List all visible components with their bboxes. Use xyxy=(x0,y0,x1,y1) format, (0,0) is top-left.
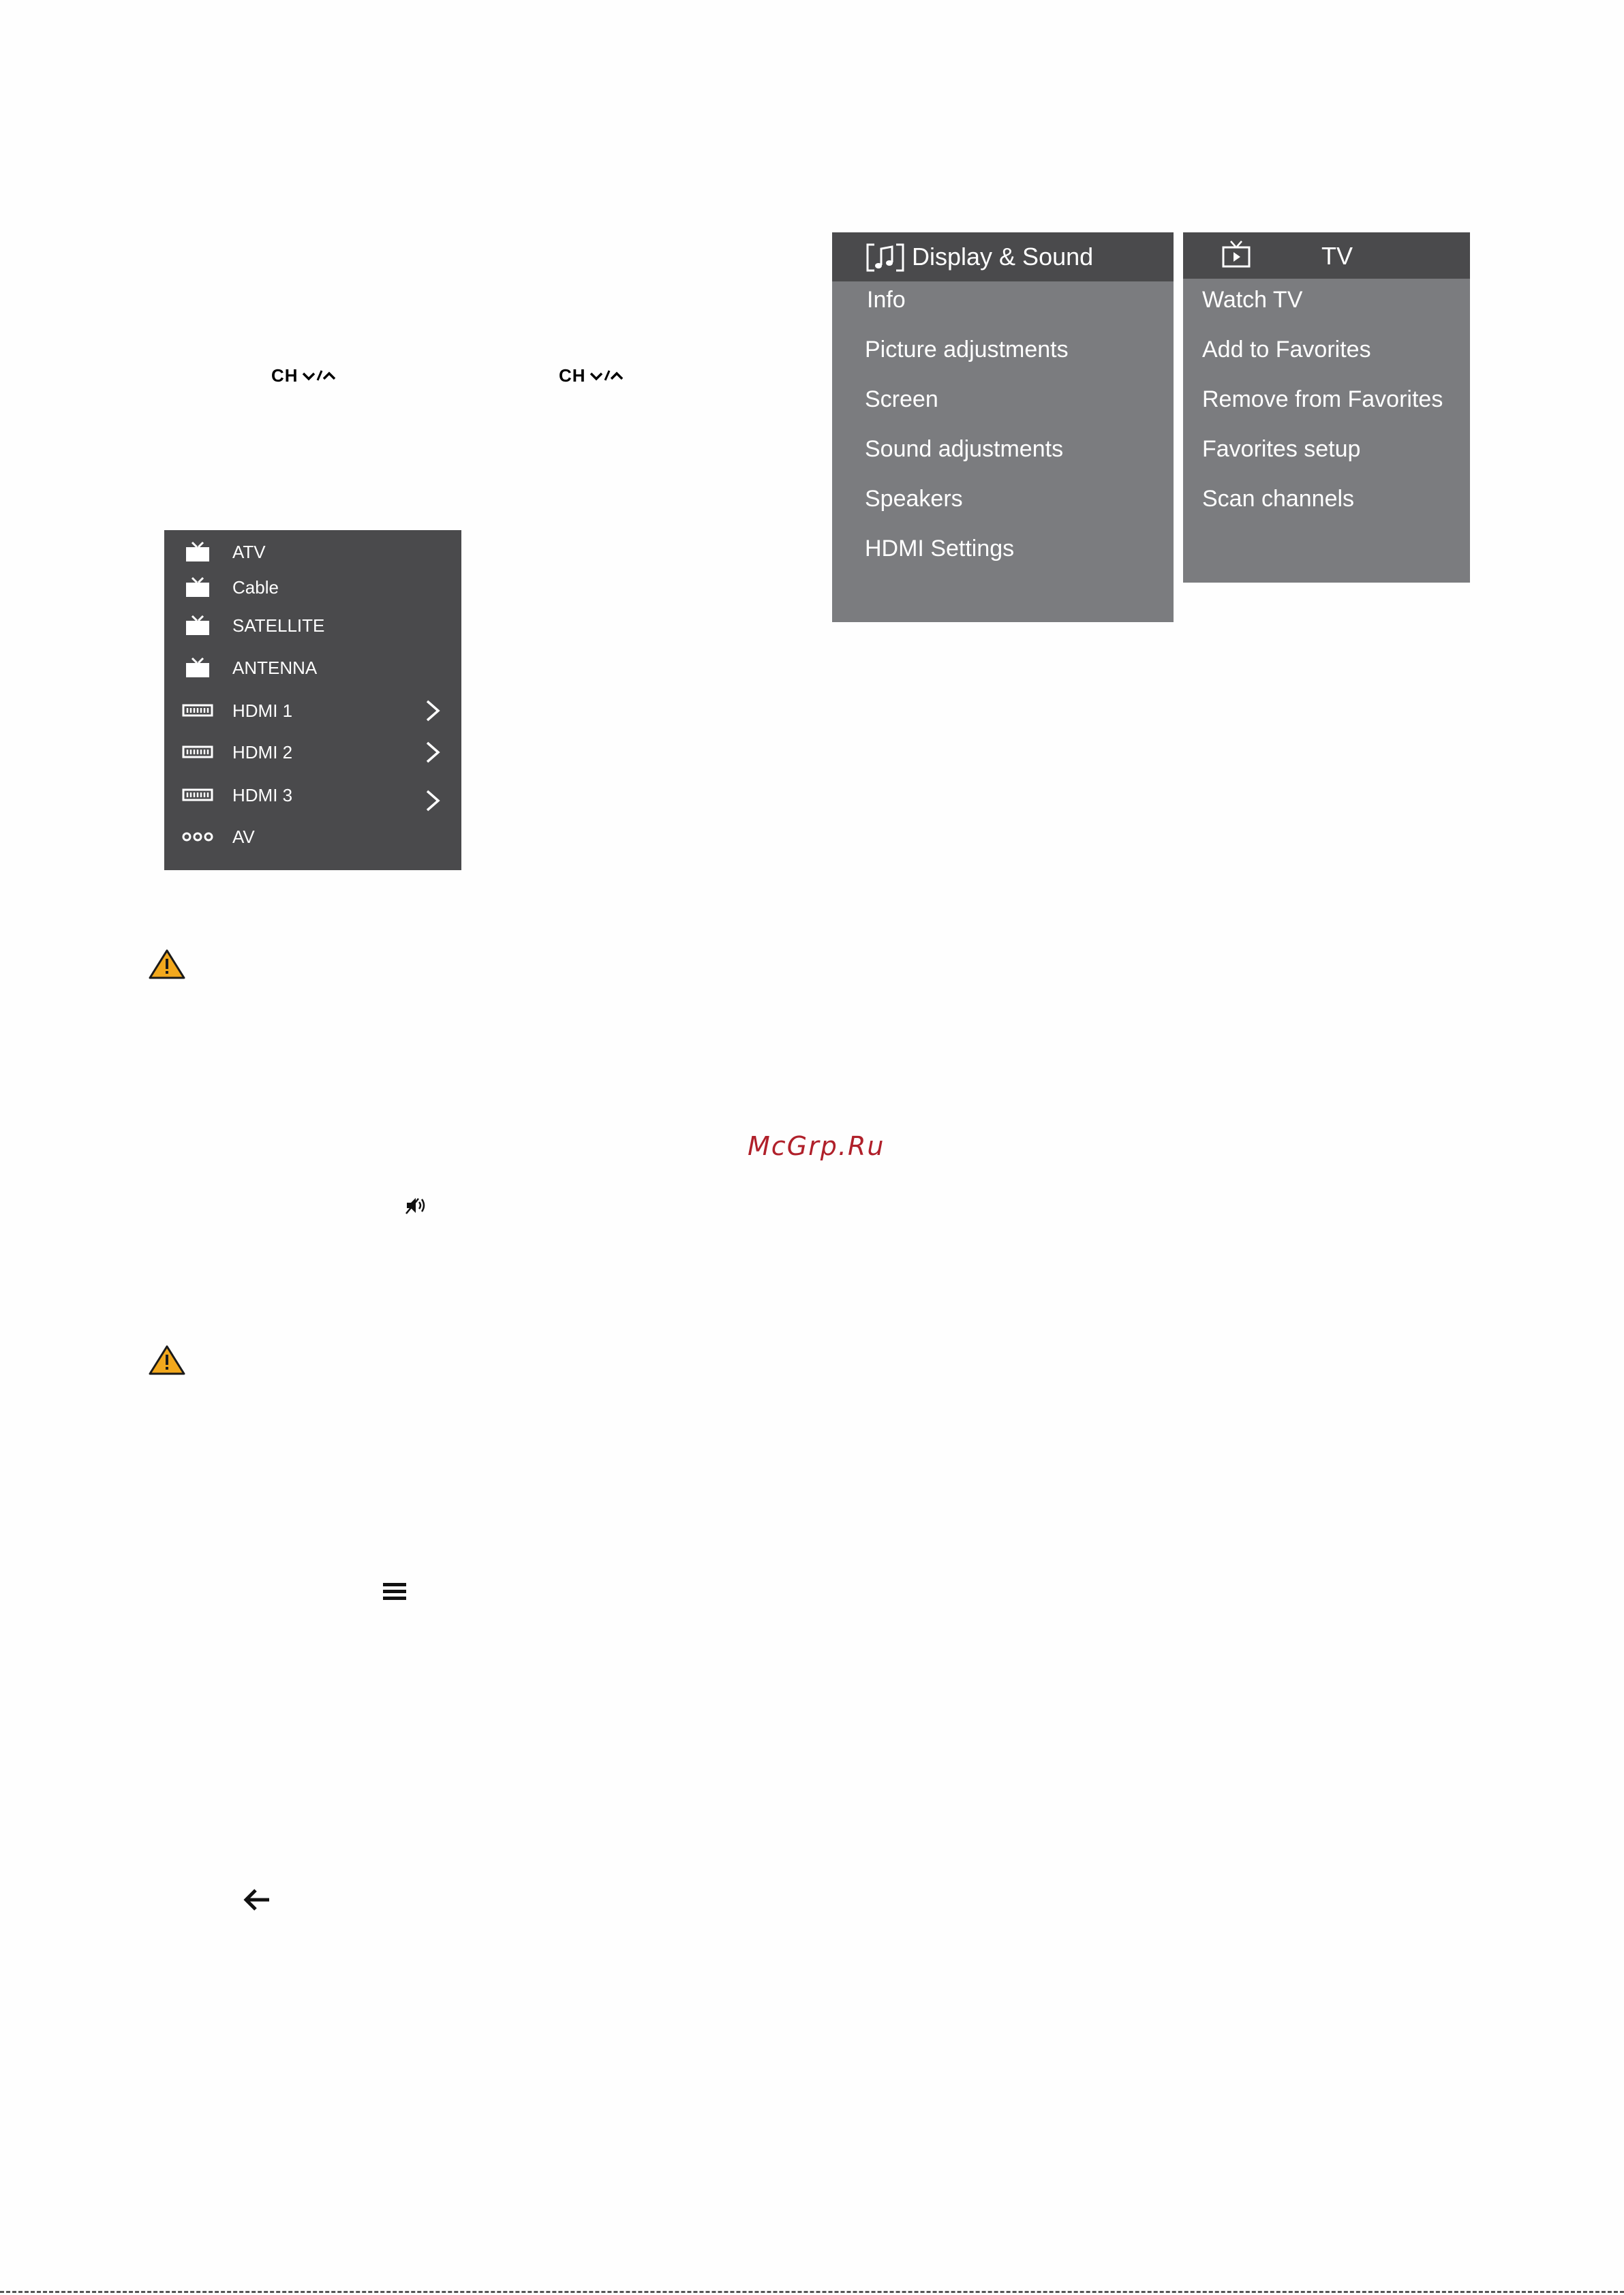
tv-icon xyxy=(182,541,213,563)
channel-up-down-icon xyxy=(559,365,624,386)
menu-item-sound-adjustments[interactable]: Sound adjustments xyxy=(865,436,1064,462)
menu-item-watch-tv[interactable]: Watch TV xyxy=(1202,287,1303,313)
back-arrow-icon xyxy=(242,1888,271,1915)
display-sound-menu-header[interactable] xyxy=(832,232,1174,281)
tv-menu xyxy=(1183,232,1470,583)
source-item-label: ANTENNA xyxy=(232,657,318,678)
source-item-label: HDMI 1 xyxy=(232,700,293,721)
ch-label: CH xyxy=(559,365,586,386)
warning-icon xyxy=(149,949,185,983)
hdmi-icon xyxy=(182,784,213,806)
chevron-right-icon[interactable] xyxy=(423,787,442,814)
tv-icon xyxy=(182,576,213,598)
menu-icon xyxy=(382,1581,407,1606)
menu-item-remove-from-favorites[interactable]: Remove from Favorites xyxy=(1202,386,1443,412)
tv-play-icon xyxy=(1221,239,1251,275)
source-item-label: SATELLITE xyxy=(232,615,325,636)
channel-up-down-icon xyxy=(271,365,337,386)
source-item-cable[interactable] xyxy=(164,574,461,601)
hdmi-icon xyxy=(182,700,213,722)
chevron-right-icon[interactable] xyxy=(423,739,442,766)
music-note-icon xyxy=(865,242,906,279)
chevron-down-up-icon xyxy=(301,368,337,384)
source-item-atv[interactable] xyxy=(164,538,461,566)
menu-item-hdmi-settings[interactable]: HDMI Settings xyxy=(865,536,1015,561)
menu-item-scan-channels[interactable]: Scan channels xyxy=(1202,486,1355,512)
source-item-label: ATV xyxy=(232,541,266,562)
source-item-label: HDMI 2 xyxy=(232,741,293,763)
page-bottom-edge xyxy=(0,2291,1624,2293)
warning-icon xyxy=(149,1344,185,1379)
chevron-right-icon[interactable] xyxy=(423,697,442,724)
ch-label: CH xyxy=(271,365,298,386)
chevron-down-up-icon xyxy=(589,368,624,384)
menu-title: Display & Sound xyxy=(912,243,1094,271)
source-list-panel xyxy=(164,530,461,870)
tv-icon xyxy=(182,657,213,679)
watermark-text: McGrp.Ru xyxy=(748,1131,885,1161)
menu-title: TV xyxy=(1321,242,1353,270)
source-item-hdmi-2[interactable] xyxy=(164,739,461,766)
menu-item-add-to-favorites[interactable]: Add to Favorites xyxy=(1202,337,1371,363)
source-item-label: HDMI 3 xyxy=(232,784,293,805)
source-item-label: AV xyxy=(232,826,255,847)
menu-item-speakers[interactable]: Speakers xyxy=(865,486,963,512)
source-item-hdmi-3[interactable] xyxy=(164,782,461,809)
av-icon xyxy=(182,826,213,848)
tv-menu-header[interactable] xyxy=(1183,232,1470,279)
source-item-antenna[interactable] xyxy=(164,654,461,681)
display-sound-menu xyxy=(832,232,1174,622)
tv-icon xyxy=(182,615,213,636)
menu-item-picture-adjustments[interactable]: Picture adjustments xyxy=(865,337,1069,363)
menu-item-screen[interactable]: Screen xyxy=(865,386,938,412)
source-item-label: Cable xyxy=(232,576,279,598)
source-item-satellite[interactable] xyxy=(164,612,461,639)
source-item-av[interactable] xyxy=(164,823,461,850)
menu-item-info[interactable]: Info xyxy=(867,287,906,313)
source-item-hdmi-1[interactable] xyxy=(164,697,461,724)
hdmi-icon xyxy=(182,741,213,763)
menu-item-favorites-setup[interactable]: Favorites setup xyxy=(1202,436,1361,462)
mute-icon xyxy=(405,1195,428,1219)
